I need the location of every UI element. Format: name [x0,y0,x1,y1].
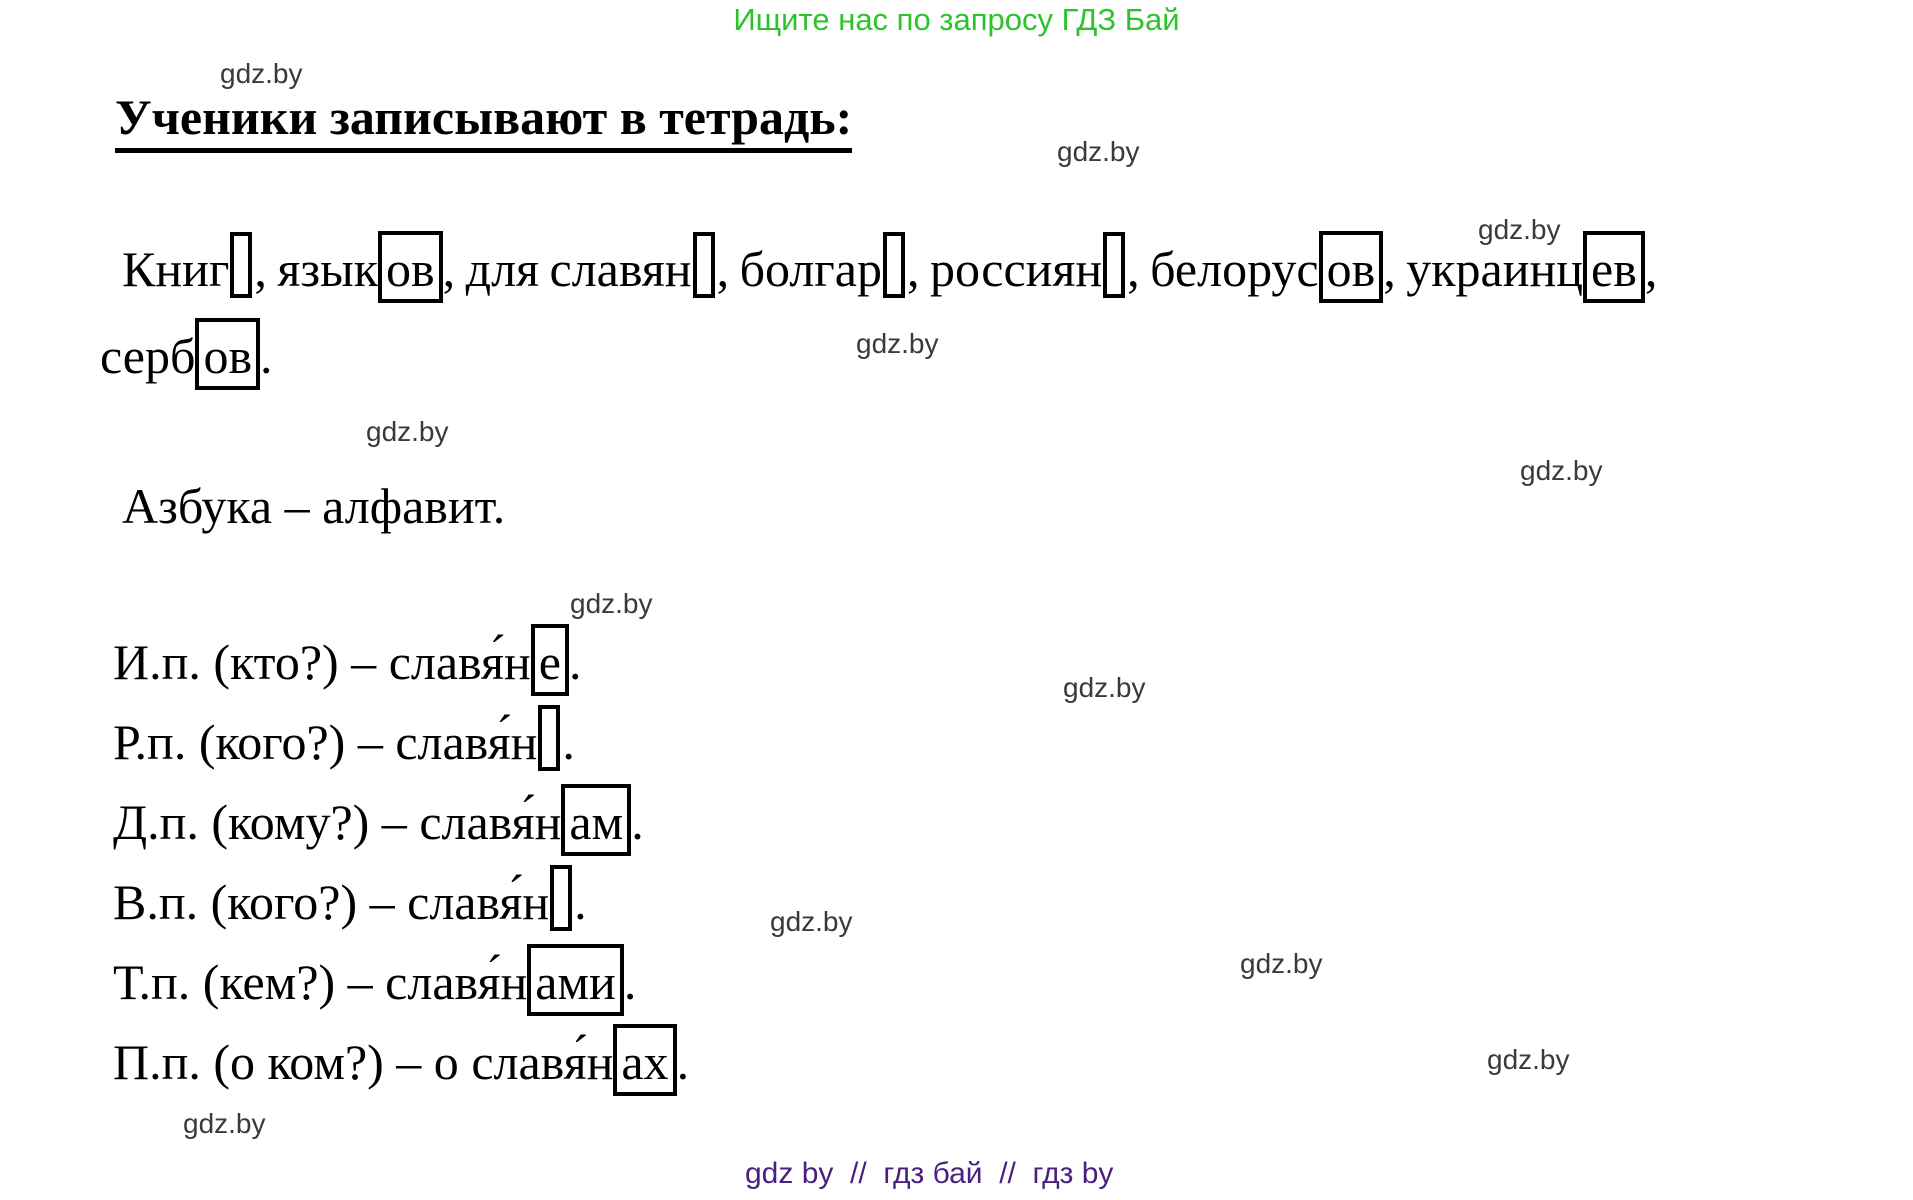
words-line-2 [100,324,273,389]
zero-ending-box [538,705,560,771]
gdz-watermark: gdz.by [1057,136,1140,167]
azbuka-line: Азбука – алфавит. [122,478,506,534]
zero-ending-box [550,865,572,931]
page-title-text: Ученики записывают в тетрадь: [115,89,852,153]
word-stem: славя́н [407,874,550,930]
ending-box: ов [195,318,260,390]
zero-ending-box [1103,232,1125,298]
text-run: , украинц [1383,241,1583,297]
word-stem: славя́н [388,634,531,690]
word-stem: славя́н [395,714,538,770]
text-run: . [260,328,273,384]
case-row [113,1022,689,1102]
promo-banner: Ищите нас по запросу ГДЗ Бай [733,2,1180,37]
gdz-watermark: gdz.by [366,416,449,447]
text-run: , белорус [1127,241,1319,297]
word-stem: славя́н [419,794,562,850]
text-run: . [568,634,582,690]
text-run: , болгар [716,241,882,297]
text-run: П.п. (о ком?) – о [113,1034,472,1090]
footer-links: gdz by // гдз бай // гдз by [745,1157,1114,1190]
text-run: Т.п. (кем?) – [113,954,386,1010]
ending-box: ам [561,784,631,856]
text-run: Р.п. (кого?) – [113,714,396,770]
ending-box: е [531,624,569,696]
text-run: , [1644,241,1658,297]
gdz-watermark: gdz.by [220,58,303,89]
ending-box: ов [1319,231,1384,303]
words-line-1 [122,232,1657,302]
word-stem: славя́н [385,954,528,1010]
text-run: серб [100,328,196,384]
text-run: , россиян [907,241,1103,297]
ending-box: ами [527,944,624,1016]
case-row [113,942,689,1022]
text-run: Д.п. (кому?) – [113,794,420,850]
text-run: . [574,874,587,930]
gdz-watermark: gdz.by [183,1108,266,1139]
case-row [113,782,689,862]
gdz-watermark: gdz.by [1487,1044,1570,1075]
gdz-watermark: gdz.by [570,588,653,619]
text-run: . [623,954,637,1010]
text-run: , язык [254,241,379,297]
text-run: И.п. (кто?) – [113,634,389,690]
case-row [113,702,689,782]
gdz-watermark: gdz.by [1240,948,1323,979]
gdz-watermark: gdz.by [1063,672,1146,703]
word-stem: славя́н [471,1034,614,1090]
text-run: , для славян [442,241,692,297]
ending-box: ов [378,231,443,303]
case-row [113,622,689,702]
text-run: . [676,1034,690,1090]
page-title [115,86,852,149]
text-run: . [562,714,575,770]
gdz-watermark: gdz.by [856,328,939,359]
ending-box: ах [613,1024,676,1096]
text-run: . [631,794,644,850]
text-run: Книг [122,241,230,297]
zero-ending-box [230,232,252,298]
gdz-watermark: gdz.by [1478,214,1561,245]
ending-box: ев [1583,231,1645,303]
declension-list [113,622,689,1102]
zero-ending-box [693,232,715,298]
gdz-watermark: gdz.by [1520,455,1603,486]
gdz-watermark: gdz.by [770,906,853,937]
case-row [113,862,689,942]
text-run: В.п. (кого?) – [113,874,408,930]
zero-ending-box [883,232,905,298]
